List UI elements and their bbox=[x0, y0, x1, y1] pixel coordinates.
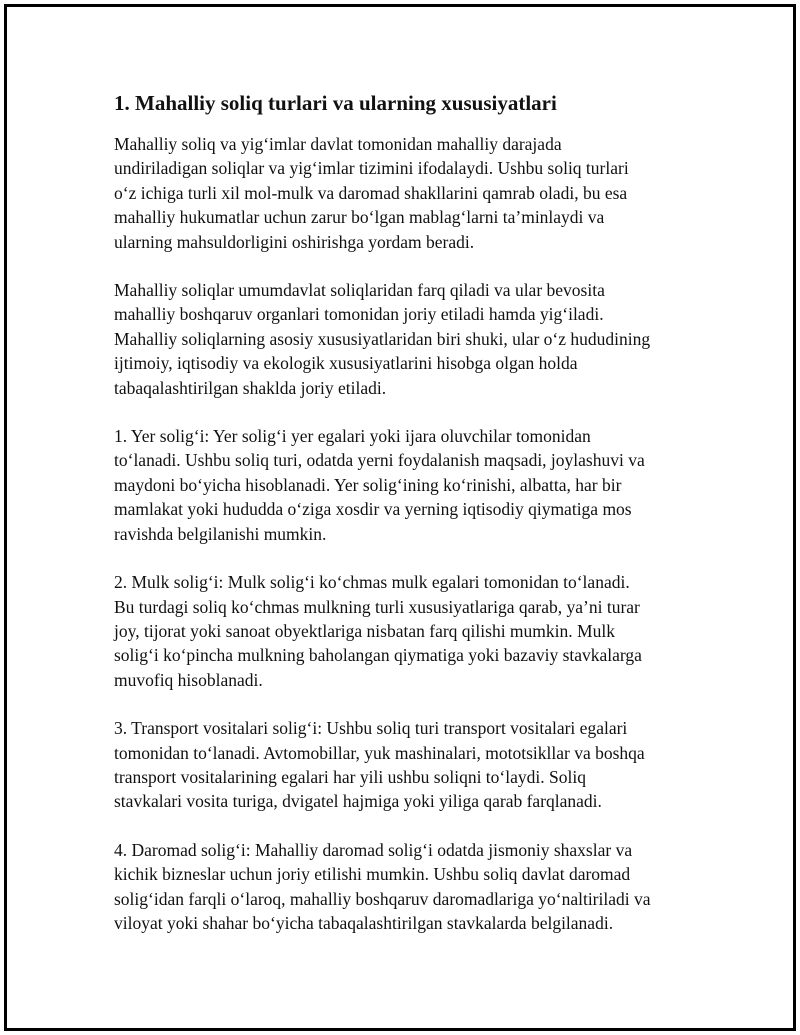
section-heading: 1. Mahalliy soliq turlari va ularning xususiyatlari bbox=[114, 91, 557, 115]
paragraph-intro: Mahalliy soliq va yig‘imlar davlat tomonidan mahalliy darajada undiriladigan soliqlar va yig‘imlar tizimini ifodalaydi. Ushbu soliq turlari o‘z ichiga turli xil mol-mulk va daromad shakllarini qamrab oladi, bu esa mahalliy hukumatlar uchun zarur bo‘lgan mablag‘larni ta’minlaydi va ularning mahsuldorligini oshirishga yordam beradi. bbox=[114, 134, 629, 252]
paragraph-vehicle-tax: 3. Transport vositalari solig‘i: Ushbu soliq turi transport vositalari egalari tomonidan to‘lanadi. Avtomobillar, yuk mashinalari, mototsikllar va boshqa transport vositalarining egalari har yili ushbu soliqni to‘laydi. Soliq stavkalari vosita turiga, dvigatel hajmiga yoki yiliga qarab farqlanadi. bbox=[114, 718, 645, 812]
paragraph-local-taxes: Mahalliy soliqlar umumdavlat soliqlaridan farq qiladi va ular bevosita mahalliy boshqaruv organlari tomonidan joriy etiladi hamda yig‘iladi. Mahalliy soliqlarning asosiy xususiyatlaridan biri shuki, ular o‘z hududining ijtimoiy, iqtisodiy va ekologik xususiyatlarini hisobga olgan holda tabaqalashtirilgan shaklda joriy etiladi. bbox=[114, 280, 651, 398]
paragraph-property-tax: 2. Mulk solig‘i: Mulk solig‘i ko‘chmas mulk egalari tomonidan to‘lanadi. Bu turdagi soliq ko‘chmas mulkning turli xususiyatlariga qarab, ya’ni turar joy, tijorat yoki sanoat obyektlariga nisbatan farq qilishi mumkin. Mulk solig‘i ko‘pincha mulkning baholangan qiymatiga yoki bazaviy stavkalarga muvofiq hisoblanadi. bbox=[114, 572, 642, 690]
document-body bbox=[114, 90, 694, 959]
paragraph-income-tax: 4. Daromad solig‘i: Mahalliy daromad solig‘i odatda jismoniy shaxslar va kichik bizneslar uchun joriy etilishi mumkin. Ushbu soliq davlat daromad solig‘idan farqli o‘laroq, mahalliy boshqaruv daromadlariga yo‘naltiriladi va viloyat yoki shahar bo‘yicha tabaqalashtirilgan stavkalarda belgilanadi. bbox=[114, 839, 651, 933]
paragraph-land-tax: 1. Yer solig‘i: Yer solig‘i yer egalari yoki ijara oluvchilar tomonidan to‘lanadi. Ushbu soliq turi, odatda yerni foydalanish maqsadi, joylashuvi va maydoni bo‘yicha hisoblanadi. Yer solig‘ining ko‘rinishi, albatta, har bir mamlakat yoki hududda o‘ziga xosdir va yerning iqtisodiy qiymatiga mos ravishda belgilanishi mumkin. bbox=[114, 426, 645, 544]
